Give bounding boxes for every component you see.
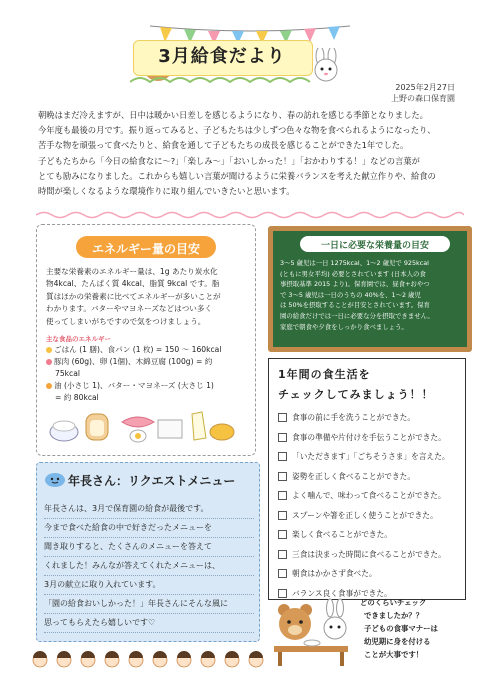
energy-body	[46, 266, 246, 328]
request-line: 年長さんは、3月で保育園の給食が最後です。	[44, 500, 254, 519]
checkbox[interactable]	[278, 472, 287, 481]
board-line: (ともに男女平均) 必要とされています (日本人の食	[280, 269, 426, 278]
checkbox[interactable]	[278, 589, 287, 598]
board-title: 一日に必要な栄養量の目安	[320, 241, 429, 251]
intro-line: とても励みになりました。これからも嬉しい言葉が聞けるように栄養バランスを考えた献立作りや、給食の	[38, 170, 436, 181]
checklist-item: 楽しく食べることができた。	[278, 525, 464, 545]
intro-line: 苦手な物を頑張って食べたりと、給食を通して子どもたちの成長を感じることができた1年でした。	[38, 140, 409, 151]
heart-divider	[36, 210, 464, 220]
checklist-item: 食事の準備や片付けを手伝うことができた。	[278, 428, 464, 448]
board-body	[280, 258, 458, 332]
checklist-item: バランス良く食事ができた。	[278, 584, 464, 604]
request-menu-title: 年長さん：リクエストメニュー	[68, 474, 236, 488]
checklist-item: 「いただきます」「ごちそうさま」を言えた。	[278, 447, 464, 467]
board-line: で 3〜5 歳児は一日のうちの 40%を、1〜2 歳児	[280, 290, 421, 299]
board-line: 園の給食だけでは一日に必要な分を摂取できません。	[280, 311, 434, 320]
food-energy-item: = 約 80kcal	[55, 393, 99, 402]
food-illustration	[46, 406, 250, 446]
checkbox[interactable]	[278, 433, 287, 442]
food-energy-item: ごはん (1 膳)、食パン (1 枚) = 150 〜 160kcal	[46, 344, 246, 356]
checklist-prompt-line: 幼児期に身を付ける	[364, 637, 431, 646]
checklist-item: よく噛んで、味わって食べることができた。	[278, 486, 464, 506]
checkbox[interactable]	[278, 452, 287, 461]
intro-line: 今年度も最後の月です。振り返ってみると、子どもたちは少しずつ色々な物を食べられるようになったり、	[38, 125, 436, 136]
checkbox[interactable]	[278, 550, 287, 559]
page-title: 3月給食だより	[158, 46, 286, 67]
children-faces-footer	[30, 650, 266, 670]
cloud-face-icon	[44, 470, 66, 488]
food-energy-item: 75kcal	[55, 369, 80, 378]
board-line: 3〜5 歳児は一日 1275kcal、1〜2 歳児で 925kcal	[280, 259, 429, 267]
request-line: 聞き取りすると、たくさんのメニューを答えて	[44, 538, 254, 557]
grass-divider-illustration	[130, 74, 320, 84]
energy-line: 物4kcal、たんぱく質 4kcal、脂質 9kcal です。脂	[46, 279, 220, 289]
request-line: 今まで食べた給食の中で好きだったメニューを	[44, 519, 254, 538]
food-energy-item: 油 (小さじ 1)、バター・マヨネーズ (大さじ 1)	[46, 380, 246, 392]
energy-title: エネルギー量の目安	[91, 242, 200, 256]
checkbox[interactable]	[278, 511, 287, 520]
energy-line: わかります。バターやマヨネーズなどはつい多く	[46, 304, 213, 314]
energy-line: 主要な栄養素のエネルギー量は、1g あたり炭水化	[46, 267, 218, 276]
checklist-item: 食事の前に手を洗うことができた。	[278, 408, 464, 428]
request-line: 3月の献立に取り入れています。	[44, 576, 254, 595]
checklist-prompt-line: ことが大事です！	[364, 650, 424, 659]
checklist-title-line2: チェックしてみましょう！！	[278, 388, 434, 401]
checkbox[interactable]	[278, 491, 287, 500]
board-line: は 50%を摂取することが目安とされています。保育	[280, 301, 430, 310]
checklist-prompt-line: どのくらいチェック	[360, 598, 427, 607]
checklist-title-line1: 1年間の食生活を	[278, 368, 371, 381]
request-line: 思ってもらえたら嬉しいです♡	[44, 614, 254, 633]
intro-line: 時間が楽しくなるような環境作りに取り組んでいきたいと思います。	[38, 186, 295, 197]
request-line: 「園の給食おいしかった！」年長さんにそんな風に	[44, 595, 254, 614]
intro-paragraph	[38, 108, 464, 199]
request-line: くれました！みんなが答えてくれたメニューは、	[44, 557, 254, 576]
issue-date: 2025年2月27日	[395, 83, 455, 92]
nursery-name: 上野の森口保育園	[391, 94, 455, 103]
checkbox[interactable]	[278, 530, 287, 539]
board-line: 事摂取基準 2015 より)。保育園では、昼食+おやつ	[280, 280, 430, 289]
checkbox[interactable]	[278, 569, 287, 578]
checkbox[interactable]	[278, 413, 287, 422]
checklist-item: スプーンや箸を正しく使うことができた。	[278, 506, 464, 526]
pink-dot-icon	[46, 359, 52, 365]
yellow-dot-icon	[46, 347, 52, 353]
bear-and-bunny-eating-illustration	[272, 598, 350, 668]
checklist-prompt	[350, 596, 470, 661]
checklist-item: 姿勢を正しく食べることができた。	[278, 467, 464, 487]
checklist-item: 朝食はかかさず食べた。	[278, 564, 464, 584]
intro-line: 朝晩はまだ冷えますが、日中は暖かい日差しを感じるようになり、春の訪れを感じる季節となりました。	[38, 110, 428, 120]
energy-line: 質はほかの栄養素に比べてエネルギーが多いことが	[46, 291, 221, 301]
board-line: 家庭で朝食や夕食をしっかり食べましょう。	[280, 322, 408, 331]
food-energy-label: 主な食品のエネルギー	[46, 335, 111, 343]
checklist-prompt-line: できましたか？？	[364, 611, 424, 620]
intro-line: 子どもたちから「今日の給食なに〜?」「楽しみ〜」「おいしかった！」「おかわりする！」などの言葉が	[38, 155, 420, 166]
checklist-item: 三食は決まった時間に食べることができた。	[278, 545, 464, 565]
request-menu-body	[44, 500, 254, 633]
checklist	[278, 408, 464, 603]
food-energy-list	[46, 344, 246, 404]
checklist-prompt-line: 子どもの食事マナーは	[364, 624, 438, 633]
food-energy-item: 豚肉 (60g)、卵 (1個)、木綿豆腐 (100g) = 約	[46, 356, 246, 368]
energy-line: 使ってしまいがちですので気をつけましょう。	[46, 316, 206, 326]
orange-dot-icon	[46, 383, 52, 389]
